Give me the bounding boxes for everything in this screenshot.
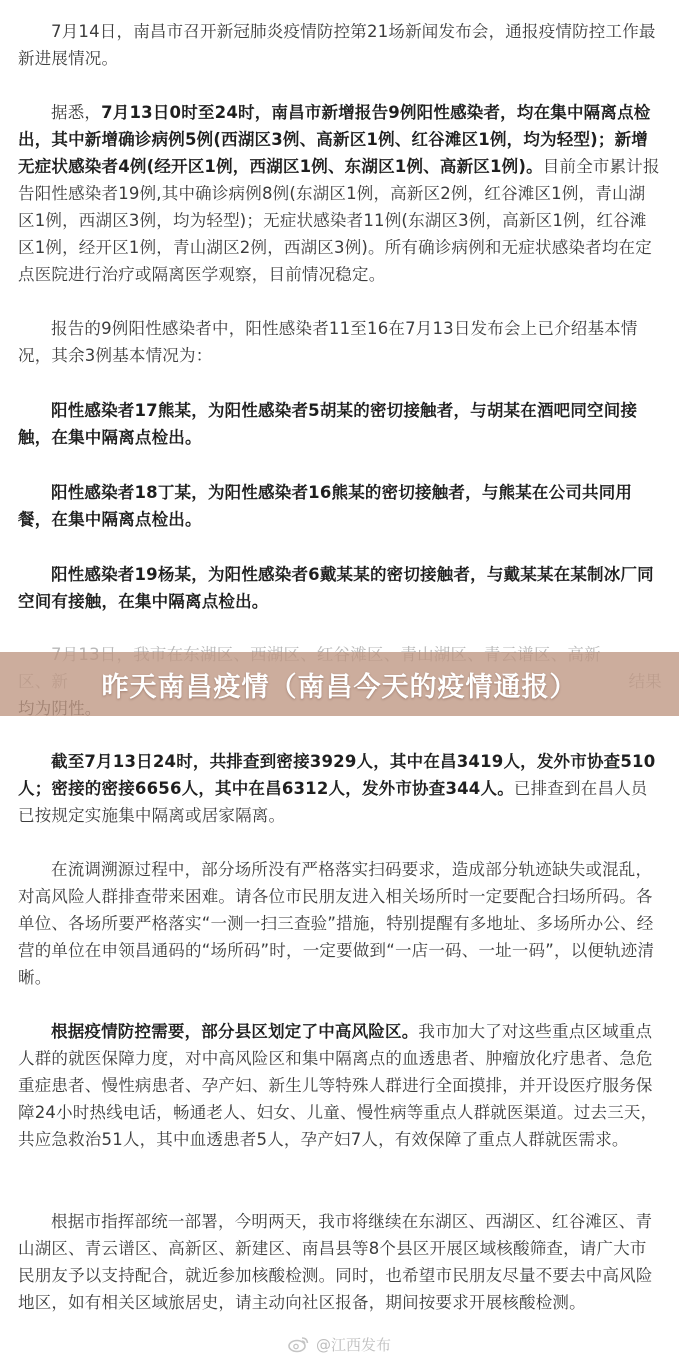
paragraph-text: 7月14日，南昌市召开新冠肺炎疫情防控第21场新闻发布会，通报疫情防控工作最新进展情况。 (18, 22, 656, 68)
paragraph-text: 报告的9例阳性感染者中，阳性感染者11至16在7月13日发布会上已介绍基本情况，其余3例基本情况为： (18, 319, 638, 365)
watermark (288, 1330, 391, 1358)
paragraph-highlight: 根据疫情防控需要，部分县区划定了中高风险区。 (51, 1022, 419, 1041)
paragraph-risk-areas (18, 1018, 662, 1153)
paragraph-case-19 (18, 561, 662, 615)
paragraph-case-17 (18, 397, 662, 451)
paragraph-text: 根据市指挥部统一部署，今明两天，我市将继续在东湖区、西湖区、红谷滩区、青山湖区、青云谱区、高新区、新建区、南昌县等8个县区开展区域核酸筛查，请广大市民朋友予以支持配合，就近参加核酸检测。同时，也希望市民朋友尽量不要去中高风险地区，如有相关区域旅居史，请主动向社区报备，期间按要求开展核酸检测。 (18, 1212, 653, 1312)
paragraph-highlight: 7月13日0时至24时，南昌市新增报告9例阳性感染者，均在集中隔离点检出，其中新增确诊病例5例(西湖区3例、高新区1例、红谷滩区1例，均为轻型)；新增无症状感染者4例(经开区1例，西湖区1例、东湖区1例、高新区1例)。 (18, 103, 651, 176)
paragraph-highlight: 截至7月13日24时，共排查到密接3929人，其中在昌3419人，发外市协查510人；密接的密接6656人，其中在昌6312人，发外市协查344人。 (18, 752, 656, 798)
paragraph-case-18 (18, 479, 662, 533)
title-banner (0, 652, 679, 716)
paragraph-close-contacts (18, 748, 662, 829)
paragraph-highlight: 阳性感染者18丁某，为阳性感染者16熊某的密切接触者，与熊某在公司共同用餐，在集中隔离点检出。 (18, 483, 633, 529)
paragraph-highlight: 阳性感染者19杨某，为阳性感染者6戴某某的密切接触者，与戴某某在某制冰厂同空间有接触，在集中隔离点检出。 (18, 565, 654, 611)
paragraph-text: 目前全市累计报告阳性感染者19例,其中确诊病例8例(东湖区1例，高新区2例，红谷滩区1例，青山湖区1例，西湖区3例，均为轻型)；无症状感染者11例(东湖区3例，高新区1例，红谷滩区1例，经开区1例，青山湖区2例，西湖区3例)。所有确诊病例和无症状感染者均在定点医院进行治疗或隔离医学观察，目前情况稳定。 (18, 157, 660, 284)
paragraph-scan-code (18, 856, 662, 991)
paragraph-regional-screening (18, 1208, 662, 1316)
watermark-text: @江西发布 (316, 1335, 392, 1354)
banner-title: 昨天南昌疫情（南昌今天的疫情通报） (101, 671, 578, 703)
paragraph-press-conference (18, 18, 662, 72)
paragraph-new-cases (18, 99, 662, 288)
paragraph-text: 我市加大了对这些重点区域重点人群的就医保障力度，对中高风险区和集中隔离点的血透患者、肿瘤放化疗患者、急危重症患者、慢性病患者、孕产妇、新生儿等特殊人群进行全面摸排，并开设医疗服务保障24小时热线电话，畅通老人、妇女、儿童、慢性病等重点人群就医渠道。过去三天，共应急救治51人，其中血透患者5人，孕产妇7人，有效保障了重点人群就医需求。 (18, 1022, 658, 1149)
paragraph-text: 已排查到在昌人员已按规定实施集中隔离或居家隔离。 (18, 779, 648, 825)
paragraph-lead: 据悉， (51, 103, 102, 122)
weibo-icon (288, 1335, 310, 1353)
paragraph-text: 在流调溯源过程中，部分场所没有严格落实扫码要求，造成部分轨迹缺失或混乱，对高风险人群排查带来困难。请各位市民朋友进入相关场所时一定要配合扫场所码。各单位、各场所要严格落实“一测一扫三查验”措施，特别提醒有多地址、多场所办公、经营的单位在申领昌通码的“场所码”时，一定要做到“一店一码、一址一码”，以便轨迹清晰。 (18, 860, 655, 987)
paragraph-highlight: 阳性感染者17熊某，为阳性感染者5胡某的密切接触者，与胡某在酒吧同空间接触，在集中隔离点检出。 (18, 401, 638, 447)
paragraph-case-intro (18, 315, 662, 369)
